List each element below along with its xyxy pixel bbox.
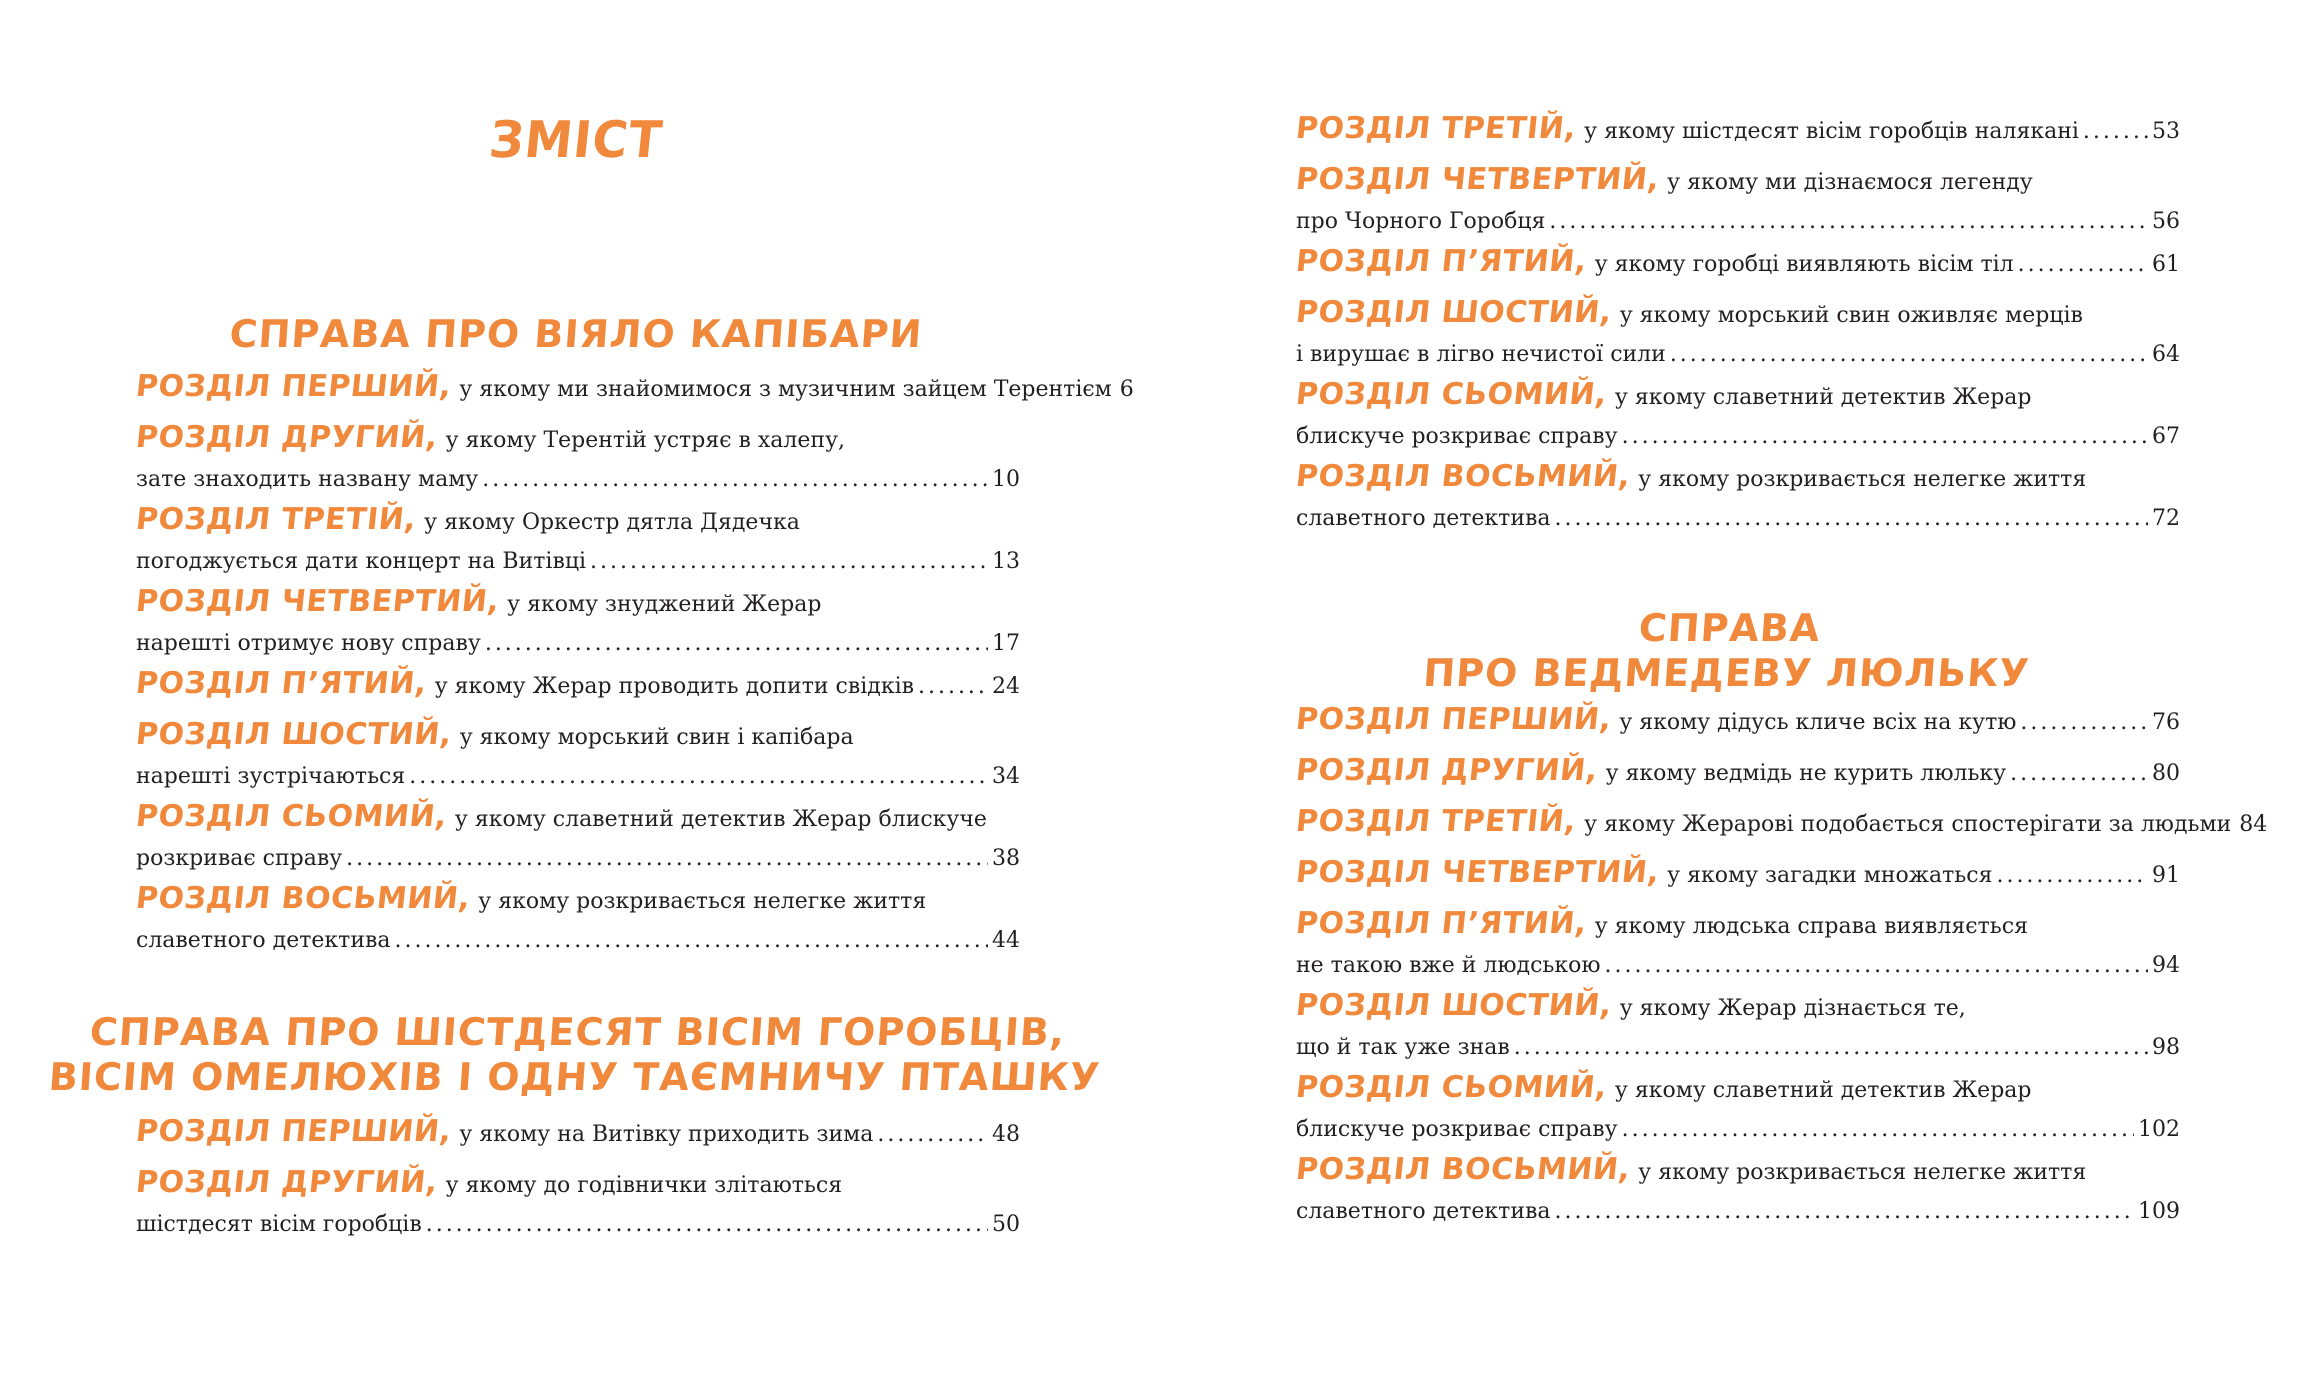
toc-entry[interactable] xyxy=(1296,296,2180,372)
page-number: 34 xyxy=(992,764,1020,789)
toc-entry[interactable] xyxy=(1296,856,2180,898)
toc-entry-line2 xyxy=(136,924,1020,958)
page-number: 50 xyxy=(992,1212,1020,1237)
toc-entry[interactable] xyxy=(136,503,1020,579)
toc-entry-line2 xyxy=(1296,949,2180,983)
page-number: 38 xyxy=(992,846,1020,871)
toc-entry[interactable] xyxy=(136,667,1020,709)
page-number: 6 xyxy=(1119,377,1134,402)
chapter-description-continued: про Чорного Горобця xyxy=(1296,209,1546,234)
dot-leader xyxy=(395,924,988,958)
toc-entry-line1 xyxy=(1296,989,2180,1031)
toc-entry[interactable] xyxy=(136,1166,1020,1242)
toc-entry[interactable] xyxy=(136,421,1020,497)
dot-leader xyxy=(1555,502,2148,536)
chapter-description: у якому розкривається нелегке життя xyxy=(1638,1160,2087,1185)
chapter-description-continued: славетного детектива xyxy=(136,928,391,953)
toc-entry-line1 xyxy=(134,369,1134,412)
toc-entry[interactable] xyxy=(1296,245,2180,287)
chapter-description: у якому до годівнички злітаються xyxy=(445,1173,843,1198)
toc-entry-line2 xyxy=(136,842,1020,876)
toc-entry-line2 xyxy=(136,545,1020,579)
dot-leader xyxy=(918,670,988,704)
toc-entry-line1 xyxy=(1296,754,2180,796)
chapter-description: у якому на Витівку приходить зима xyxy=(459,1122,874,1147)
toc-entry-line2 xyxy=(136,627,1020,661)
chapter-label: РОЗДІЛ ДРУГИЙ, xyxy=(1294,753,1600,788)
toc-entry-line1 xyxy=(136,882,1020,924)
page-number: 24 xyxy=(992,674,1020,699)
chapter-label: РОЗДІЛ П’ЯТИЙ, xyxy=(1294,244,1589,279)
toc-entry-line1 xyxy=(1296,163,2180,205)
toc-entry[interactable] xyxy=(136,1115,1020,1157)
chapter-label: РОЗДІЛ ЧЕТВЕРТИЙ, xyxy=(1294,162,1662,197)
chapter-description-continued: блискуче розкриває справу xyxy=(1296,424,1618,449)
chapter-label: РОЗДІЛ П’ЯТИЙ, xyxy=(1294,906,1589,941)
chapter-description: у якому Оркестр дятла Дядечка xyxy=(424,510,800,535)
section-title-2-line2: ВІСІМ ОМЕЛЮХІВ І ОДНУ ТАЄМНИЧУ ПТАШКУ xyxy=(47,1055,1102,1099)
toc-entry-line2 xyxy=(1296,502,2180,536)
chapter-description: у якому Жерар дізнається те, xyxy=(1619,996,1966,1021)
page-number: 67 xyxy=(2152,424,2180,449)
toc-entry-line2 xyxy=(136,1208,1020,1242)
chapter-label: РОЗДІЛ СЬОМИЙ, xyxy=(1294,377,1609,412)
chapter-description: у якому ведмідь не курить люльку xyxy=(1605,761,2007,786)
toc-entry-line2 xyxy=(136,760,1020,794)
toc-entry-line1 xyxy=(1296,907,2180,949)
toc-entry-line1 xyxy=(136,718,1020,760)
page-number: 53 xyxy=(2152,119,2180,144)
toc-entry-line2 xyxy=(1296,1031,2180,1065)
toc-entry-line1 xyxy=(136,1166,1020,1208)
chapter-label: РОЗДІЛ ЧЕТВЕРТИЙ, xyxy=(134,584,502,619)
section-title-2-line1: СПРАВА ПРО ШІСТДЕСЯТ ВІСІМ ГОРОБЦІВ, xyxy=(88,1010,1067,1054)
toc-entry-line1 xyxy=(1296,1153,2180,1195)
toc-entry-line1 xyxy=(136,503,1020,545)
dot-leader xyxy=(1555,1195,2134,1229)
page-number: 56 xyxy=(2152,209,2180,234)
chapter-description: у якому Жерар проводить допити свідків xyxy=(434,674,914,699)
chapter-description: у якому людська справа виявляється xyxy=(1594,914,2028,939)
chapter-description: у якому Терентій устряє в халепу, xyxy=(445,428,846,453)
toc-entry[interactable] xyxy=(1294,804,2268,847)
toc-entry[interactable] xyxy=(1296,163,2180,239)
page-number: 10 xyxy=(992,467,1020,492)
section-title-3 xyxy=(1149,606,2304,696)
dot-leader xyxy=(2020,706,2148,740)
chapter-description: у якому славетний детектив Жерар xyxy=(1614,1078,2032,1103)
dot-leader xyxy=(1514,1031,2148,1065)
chapter-label: РОЗДІЛ СЬОМИЙ, xyxy=(1294,1070,1609,1105)
chapter-description: у якому горобці виявляють вісім тіл xyxy=(1594,252,2014,277)
chapter-description: у якому ми дізнаємося легенду xyxy=(1667,170,2033,195)
dot-leader xyxy=(346,842,988,876)
dot-leader xyxy=(1549,205,2148,239)
toc-entry-line1 xyxy=(136,585,1020,627)
chapter-description-continued: не такою вже й людською xyxy=(1296,953,1601,978)
toc-entry[interactable] xyxy=(134,369,1134,412)
chapter-label: РОЗДІЛ ВОСЬМИЙ, xyxy=(134,881,473,916)
chapter-label: РОЗДІЛ ВОСЬМИЙ, xyxy=(1294,459,1633,494)
dot-leader xyxy=(1605,949,2148,983)
toc-entry[interactable] xyxy=(1296,907,2180,983)
chapter-description-continued: розкриває справу xyxy=(136,846,343,871)
chapter-description-continued: славетного детектива xyxy=(1296,506,1551,531)
page-number: 84 xyxy=(2239,812,2268,837)
chapter-description: у якому славетний детектив Жерар xyxy=(1614,385,2032,410)
chapter-description: у якому загадки множаться xyxy=(1667,863,1993,888)
chapter-description: у якому дідусь кличе всіх на кутю xyxy=(1619,710,2017,735)
toc-entry-line2 xyxy=(1296,1195,2180,1229)
toc-entry[interactable] xyxy=(136,882,1020,958)
chapter-label: РОЗДІЛ ДРУГИЙ, xyxy=(134,1165,440,1200)
dot-leader xyxy=(426,1208,988,1242)
chapter-description-continued: славетного детектива xyxy=(1296,1199,1551,1224)
toc-entry[interactable] xyxy=(1296,378,2180,454)
page-number: 91 xyxy=(2152,863,2180,888)
page-number: 109 xyxy=(2138,1199,2180,1224)
toc-entry-line1 xyxy=(1296,112,2180,154)
toc-entry-line1 xyxy=(1296,378,2180,420)
dot-leader xyxy=(1622,420,2148,454)
chapter-description: у якому Жерарові подобається спостерігати за людьми xyxy=(1584,812,2232,837)
chapter-label: РОЗДІЛ ДРУГИЙ, xyxy=(134,420,440,455)
chapter-description: у якому славетний детектив Жерар блискуче xyxy=(454,807,987,832)
dot-leader xyxy=(409,760,988,794)
toc-entry-line2 xyxy=(1296,338,2180,372)
chapter-description: у якому знуджений Жерар xyxy=(507,592,822,617)
dot-leader xyxy=(1996,859,2148,893)
toc-entry-line1 xyxy=(1296,296,2180,338)
toc-entry-line1 xyxy=(1296,703,2180,745)
page-number: 17 xyxy=(992,631,1020,656)
page-number: 72 xyxy=(2152,506,2180,531)
toc-entry[interactable] xyxy=(1296,754,2180,796)
section-title-3-line1: СПРАВА xyxy=(1637,606,1822,650)
chapter-label: РОЗДІЛ ПЕРШИЙ, xyxy=(1294,702,1614,737)
dot-leader xyxy=(877,1118,988,1152)
page-number: 80 xyxy=(2152,761,2180,786)
dot-leader xyxy=(590,545,988,579)
dot-leader xyxy=(482,463,988,497)
chapter-label: РОЗДІЛ ШОСТИЙ, xyxy=(1294,988,1614,1023)
toc-entry[interactable] xyxy=(136,718,1020,794)
dot-leader xyxy=(2083,115,2148,149)
dot-leader xyxy=(2018,248,2148,282)
toc-entry-line1 xyxy=(1294,804,2268,847)
chapter-label: РОЗДІЛ ВОСЬМИЙ, xyxy=(1294,1152,1633,1187)
toc-entry[interactable] xyxy=(1296,703,2180,745)
toc-entry[interactable] xyxy=(136,800,1020,876)
chapter-description: у якому морський свин оживляє мерців xyxy=(1619,303,2083,328)
dot-leader xyxy=(1670,338,2148,372)
page-number: 13 xyxy=(992,549,1020,574)
chapter-description-continued: нарешті зустрічаються xyxy=(136,764,406,789)
toc-entry[interactable] xyxy=(1296,460,2180,536)
section-title-2 xyxy=(0,1010,1155,1100)
chapter-label: РОЗДІЛ СЬОМИЙ, xyxy=(134,799,449,834)
chapter-label: РОЗДІЛ ПЕРШИЙ, xyxy=(134,1114,454,1149)
chapter-description: у якому розкривається нелегке життя xyxy=(478,889,927,914)
toc-entry-line1 xyxy=(136,667,1020,709)
toc-entry-line1 xyxy=(1296,245,2180,287)
page-number: 61 xyxy=(2152,252,2180,277)
dot-leader xyxy=(1622,1113,2134,1147)
toc-entry-line2 xyxy=(136,463,1020,497)
chapter-label: РОЗДІЛ ТРЕТІЙ, xyxy=(134,502,419,537)
chapter-label: РОЗДІЛ ЧЕТВЕРТИЙ, xyxy=(1294,855,1662,890)
toc-entry[interactable] xyxy=(1296,1153,2180,1229)
section-title-1: СПРАВА ПРО ВІЯЛО КАПІБАРИ xyxy=(228,312,924,356)
toc-entry-line1 xyxy=(136,800,1020,842)
toc-entry[interactable] xyxy=(1296,112,2180,154)
toc-entry[interactable] xyxy=(1296,989,2180,1065)
chapter-description: у якому шістдесят вісім горобців налякані xyxy=(1584,119,2079,144)
dot-leader xyxy=(485,627,988,661)
chapter-label: РОЗДІЛ ТРЕТІЙ, xyxy=(1294,111,1579,146)
page-number: 44 xyxy=(992,928,1020,953)
right-page xyxy=(1152,0,2304,1388)
chapter-description-continued: погоджується дати концерт на Витівці xyxy=(136,549,587,574)
toc-entry-line1 xyxy=(1296,856,2180,898)
chapter-description-continued: зате знаходить названу маму xyxy=(136,467,479,492)
page-number: 94 xyxy=(2152,953,2180,978)
chapter-description-continued: блискуче розкриває справу xyxy=(1296,1117,1618,1142)
chapter-label: РОЗДІЛ ШОСТИЙ, xyxy=(1294,295,1614,330)
toc-title: ЗМІСТ xyxy=(486,110,666,170)
chapter-label: РОЗДІЛ ТРЕТІЙ, xyxy=(1294,804,1579,839)
section-title-3-line2: ПРО ВЕДМЕДЕВУ ЛЮЛЬКУ xyxy=(1421,651,2032,695)
chapter-description-continued: нарешті отримує нову справу xyxy=(136,631,481,656)
chapter-description: у якому ми знайомимося з музичним зайцем Терентієм xyxy=(459,377,1112,402)
page-number: 48 xyxy=(992,1122,1020,1147)
chapter-description-continued: шістдесят вісім горобців xyxy=(136,1212,422,1237)
toc-entry-line2 xyxy=(1296,205,2180,239)
chapter-description: у якому розкривається нелегке життя xyxy=(1638,467,2087,492)
dot-leader xyxy=(2010,757,2148,791)
toc-entry-line1 xyxy=(1296,1071,2180,1113)
chapter-label: РОЗДІЛ ПЕРШИЙ, xyxy=(134,369,454,404)
chapter-description-continued: що й так уже знав xyxy=(1296,1035,1510,1060)
chapter-description: у якому морський свин і капібара xyxy=(459,725,854,750)
page-number: 102 xyxy=(2138,1117,2180,1142)
toc-entry-line1 xyxy=(1296,460,2180,502)
toc-entry-line2 xyxy=(1296,1113,2180,1147)
page-number: 98 xyxy=(2152,1035,2180,1060)
toc-entry[interactable] xyxy=(136,585,1020,661)
toc-entry-line1 xyxy=(136,421,1020,463)
chapter-label: РОЗДІЛ П’ЯТИЙ, xyxy=(134,666,429,701)
page-number: 64 xyxy=(2152,342,2180,367)
page-number: 76 xyxy=(2152,710,2180,735)
toc-entry-line1 xyxy=(136,1115,1020,1157)
toc-entry[interactable] xyxy=(1296,1071,2180,1147)
toc-entry-line2 xyxy=(1296,420,2180,454)
chapter-description-continued: і вирушає в лігво нечистої сили xyxy=(1296,342,1666,367)
chapter-label: РОЗДІЛ ШОСТИЙ, xyxy=(134,717,454,752)
